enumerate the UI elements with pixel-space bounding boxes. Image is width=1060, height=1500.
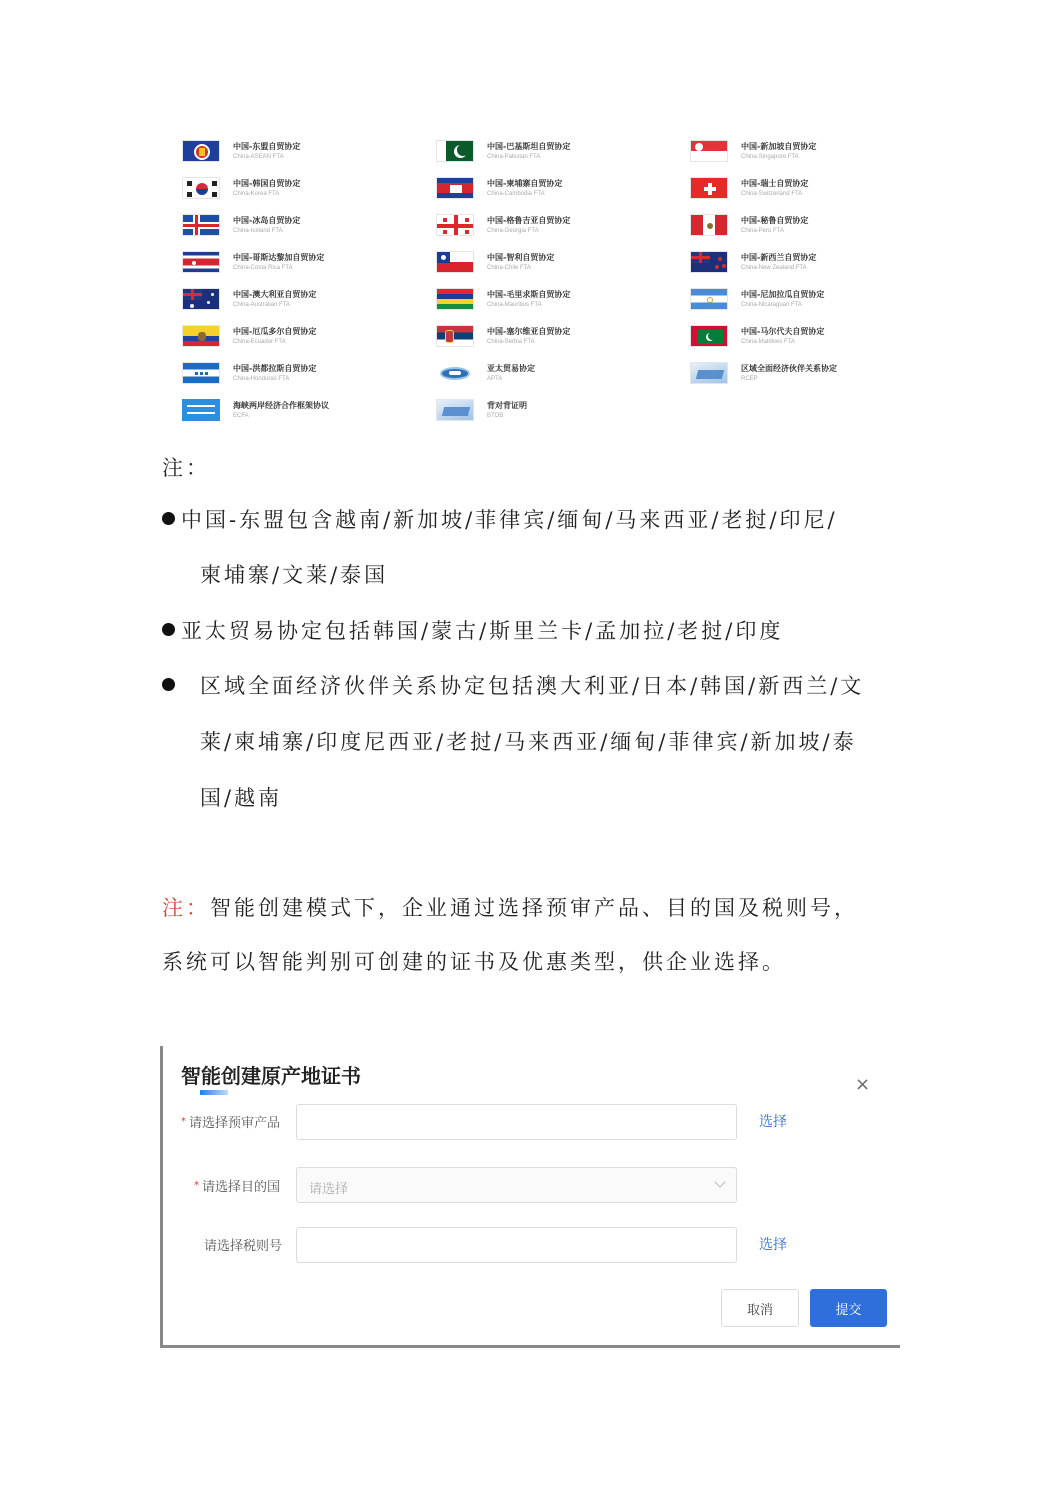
- fta-en: China-Korea FTA: [233, 190, 280, 197]
- fta-cn: 中国-瑞士自贸协定: [741, 178, 809, 188]
- fta-en: China-Ecuador FTA: [233, 338, 286, 345]
- fta-en: China-Pakistan FTA: [487, 153, 541, 160]
- fta-en: China-ASEAN FTA: [233, 153, 284, 160]
- peru-flag-icon: [690, 214, 728, 236]
- fta-cn: 中国-新西兰自贸协定: [741, 252, 817, 262]
- note-text: 国/越南: [200, 786, 283, 810]
- fta-cn: 海峡两岸经济合作框架协议: [233, 400, 329, 410]
- fta-cn: 中国-格鲁吉亚自贸协定: [487, 215, 571, 225]
- mauritius-flag-icon: [436, 288, 474, 310]
- apta-logo-icon: [436, 362, 474, 384]
- fta-cn: 中国-马尔代夫自贸协定: [741, 326, 825, 336]
- tip-text: 智能创建模式下，企业通过选择预审产品、目的国及税则号，: [210, 896, 858, 920]
- fta-cn: 中国-东盟自贸协定: [233, 141, 301, 151]
- note-bullet-apta: [162, 615, 783, 645]
- fta-en: RCEP: [741, 375, 758, 382]
- fta-item-btob: [436, 397, 676, 423]
- fta-item-new-zealand: [690, 249, 930, 275]
- fta-item-costa-rica: [182, 249, 422, 275]
- product-label: [181, 1112, 280, 1131]
- required-mark: *: [194, 1180, 199, 1191]
- fta-cn: 中国-秘鲁自贸协定: [741, 215, 809, 225]
- asean-flag-icon: [182, 140, 220, 162]
- fta-en: China-Singapore FTA: [741, 153, 799, 160]
- title-underline: [200, 1090, 228, 1095]
- fta-cn: 区域全面经济伙伴关系协定: [741, 363, 837, 373]
- note-text: 区域全面经济伙伴关系协定包括澳大利亚/日本/韩国/新西兰/文: [200, 674, 865, 698]
- note-text: 柬埔寨/文莱/泰国: [200, 563, 389, 587]
- fta-en: China-Switzerland FTA: [741, 190, 803, 197]
- fta-item-nicaragua: [690, 286, 930, 312]
- switzerland-flag-icon: [690, 177, 728, 199]
- notes-title: 注：: [162, 456, 210, 480]
- fta-item-asean: [182, 138, 422, 164]
- fta-en: China-Serbia FTA: [487, 338, 535, 345]
- fta-item-peru: [690, 212, 930, 238]
- product-label-text: 请选择预审产品: [189, 1116, 281, 1131]
- rcep-logo-icon: [690, 362, 728, 384]
- fta-item-ecuador: [182, 323, 422, 349]
- bullet-icon: [162, 512, 175, 525]
- fta-item-korea: [182, 175, 422, 201]
- fta-cn: 中国-澳大利亚自贸协定: [233, 289, 317, 299]
- fta-item-australia: [182, 286, 422, 312]
- fta-item-singapore: [690, 138, 930, 164]
- ecuador-flag-icon: [182, 325, 220, 347]
- cancel-button[interactable]: 取消: [721, 1289, 799, 1327]
- fta-en: ECFA: [233, 412, 249, 419]
- fta-en: BTOB: [487, 412, 504, 419]
- fta-item-ecfa: [182, 397, 422, 423]
- fta-en: China-New Zealand FTA: [741, 264, 807, 271]
- cambodia-flag-icon: [436, 177, 474, 199]
- fta-en: China-Honduras FTA: [233, 375, 290, 382]
- iceland-flag-icon: [182, 214, 220, 236]
- product-input[interactable]: [296, 1104, 737, 1140]
- fta-cn: 中国-韩国自贸协定: [233, 178, 301, 188]
- select-tariff-link[interactable]: 选择: [759, 1237, 787, 1253]
- fta-en: China-Cambodia FTA: [487, 190, 545, 197]
- maldives-flag-icon: [690, 325, 728, 347]
- fta-cn: 亚太贸易协定: [487, 363, 535, 373]
- country-placeholder: 请选择: [309, 1182, 349, 1197]
- fta-en: China-Nicaraguan FTA: [741, 301, 802, 308]
- fta-item-rcep: [690, 360, 930, 386]
- fta-cn: 背对背证明: [487, 400, 527, 410]
- fta-cn: 中国-巴基斯坦自贸协定: [487, 141, 571, 151]
- costa-rica-flag-icon: [182, 251, 220, 273]
- fta-item-switzerland: [690, 175, 930, 201]
- note-bullet-rcep: [162, 670, 864, 700]
- fta-cn: 中国-柬埔寨自贸协定: [487, 178, 563, 188]
- note-text: 亚太贸易协定包括韩国/蒙古/斯里兰卡/孟加拉/老挝/印度: [181, 619, 784, 643]
- georgia-flag-icon: [436, 214, 474, 236]
- new-zealand-flag-icon: [690, 251, 728, 273]
- fta-cn: 中国-新加坡自贸协定: [741, 141, 817, 151]
- fta-en: China-Australian FTA: [233, 301, 290, 308]
- tip-text: 系统可以智能判别可创建的证书及优惠类型，供企业选择。: [162, 950, 786, 974]
- singapore-flag-icon: [690, 140, 728, 162]
- close-icon[interactable]: ×: [855, 1074, 871, 1095]
- pakistan-flag-icon: [436, 140, 474, 162]
- country-select[interactable]: [296, 1167, 737, 1203]
- fta-item-pakistan: [436, 138, 676, 164]
- fta-en: China-Georgia FTA: [487, 227, 539, 234]
- fta-en: China-Costa Rica FTA: [233, 264, 293, 271]
- dialog-title: 智能创建原产地证书: [181, 1064, 361, 1088]
- select-product-link[interactable]: 选择: [759, 1114, 787, 1130]
- fta-cn: 中国-智利自贸协定: [487, 252, 555, 262]
- note-text: 莱/柬埔寨/印度尼西亚/老挝/马来西亚/缅甸/菲律宾/新加坡/泰: [200, 730, 857, 754]
- tariff-label: 请选择税则号: [204, 1239, 283, 1254]
- fta-cn: 中国-尼加拉瓜自贸协定: [741, 289, 825, 299]
- nicaragua-flag-icon: [690, 288, 728, 310]
- fta-en: China-Maldives FTA: [741, 338, 795, 345]
- tip-label: 注：: [162, 896, 210, 920]
- fta-cn: 中国-哥斯达黎加自贸协定: [233, 252, 325, 262]
- fta-en: China-Peru FTA: [741, 227, 784, 234]
- serbia-flag-icon: [436, 325, 474, 347]
- fta-item-iceland: [182, 212, 422, 238]
- btob-logo-icon: [436, 399, 474, 421]
- australia-flag-icon: [182, 288, 220, 310]
- note-bullet-asean: [162, 504, 838, 534]
- fta-cn: 中国-毛里求斯自贸协定: [487, 289, 571, 299]
- chevron-down-icon: [714, 1176, 725, 1187]
- fta-item-cambodia: [436, 175, 676, 201]
- bullet-icon: [162, 678, 175, 691]
- tariff-input[interactable]: [296, 1227, 737, 1263]
- fta-en: China-Mauritius FTA: [487, 301, 542, 308]
- fta-en: China-Chile FTA: [487, 264, 531, 271]
- fta-item-mauritius: [436, 286, 676, 312]
- fta-cn: 中国-洪都拉斯自贸协定: [233, 363, 317, 373]
- note-text: 中国-东盟包含越南/新加坡/菲律宾/缅甸/马来西亚/老挝/印尼/: [181, 508, 838, 532]
- fta-cn: 中国-冰岛自贸协定: [233, 215, 301, 225]
- required-mark: *: [181, 1116, 186, 1127]
- fta-en: APTA: [487, 375, 503, 382]
- fta-cn: 中国-塞尔维亚自贸协定: [487, 326, 571, 336]
- honduras-flag-icon: [182, 362, 220, 384]
- bullet-icon: [162, 623, 175, 636]
- country-label: [194, 1176, 280, 1195]
- fta-item-georgia: [436, 212, 676, 238]
- fta-item-maldives: [690, 323, 930, 349]
- smart-create-dialog: [160, 1046, 900, 1348]
- fta-cn: 中国-厄瓜多尔自贸协定: [233, 326, 317, 336]
- fta-en: China-Iceland FTA: [233, 227, 283, 234]
- fta-item-serbia: [436, 323, 676, 349]
- country-label-text: 请选择目的国: [202, 1180, 281, 1195]
- chile-flag-icon: [436, 251, 474, 273]
- submit-button[interactable]: 提交: [810, 1289, 887, 1327]
- fta-item-honduras: [182, 360, 422, 386]
- fta-item-chile: [436, 249, 676, 275]
- ecfa-logo-icon: [182, 399, 220, 421]
- fta-item-apta: [436, 360, 676, 386]
- korea-flag-icon: [182, 177, 220, 199]
